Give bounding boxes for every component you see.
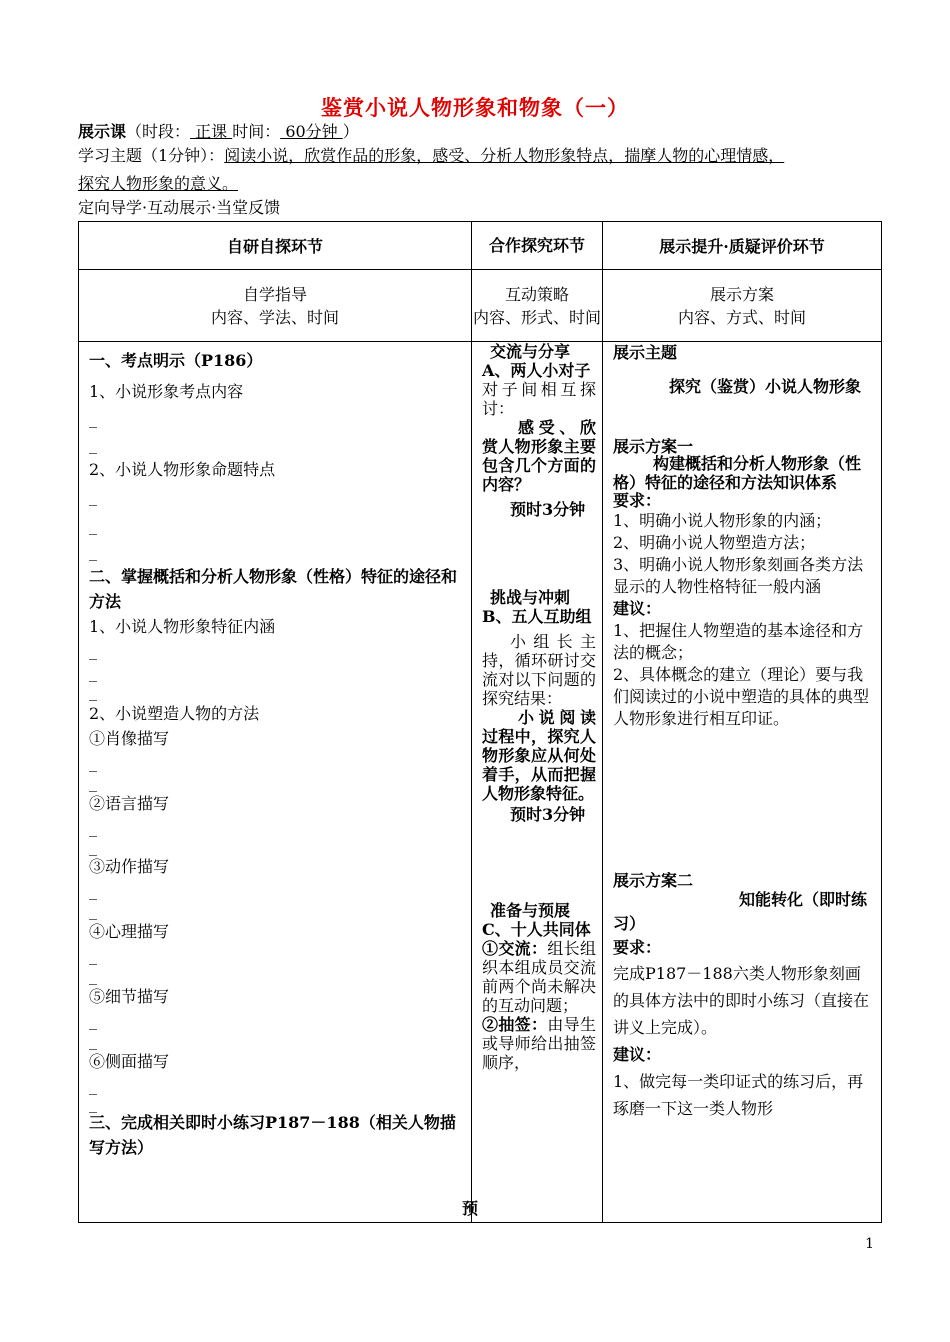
sub-self-study: [79, 270, 472, 342]
blank-line: _: [89, 487, 97, 506]
lesson-type: 展示课: [78, 122, 127, 141]
plan-1-title: 构建概括和分析人物形象（性格）特征的途径和方法知识体系: [613, 454, 862, 492]
time-prefix: 时间：: [232, 122, 281, 141]
document-title: 鉴赏小说人物形象和物象（一）: [321, 95, 629, 120]
blank-line: _: [89, 1031, 97, 1050]
theme-line-1: [78, 145, 784, 167]
method-side: ⑥侧面描写: [89, 1052, 170, 1071]
method-psychology: ④心理描写: [89, 922, 170, 941]
strategy-a-title: 交流与分享: [490, 342, 571, 361]
strategy-b-group: B、五人互助组: [482, 607, 592, 626]
header-presentation: 展示提升·质疑评价环节: [603, 222, 882, 270]
header-row: [79, 222, 882, 270]
content-row: [79, 342, 882, 1223]
sub1-line2: 内容、学法、时间: [210, 307, 339, 327]
strategy-c-step1: [482, 939, 596, 1015]
item-1-1: 1、小说形象考点内容: [89, 382, 244, 401]
plan-1-label: 展示方案一: [613, 437, 694, 456]
blank-line: _: [89, 641, 97, 660]
blank-line: _: [89, 1011, 97, 1030]
page-number: 1: [865, 1236, 874, 1252]
strategy-b-question: 小说阅读过程中，探究人物形象应从何处着手，从而把握人物形象特征。: [482, 708, 596, 803]
blank-line: _: [89, 881, 97, 900]
subheader-row: [79, 270, 882, 342]
blank-line: _: [89, 1076, 97, 1095]
blank-line: _: [89, 663, 97, 682]
step2-label: ②抽签：: [482, 1015, 548, 1034]
blank-line: _: [89, 542, 97, 561]
time-value: 60分钟: [280, 122, 343, 141]
strategy-c-step2: [482, 1015, 596, 1072]
plan-1-suggestions-label: 建议：: [613, 599, 662, 618]
theme-text-2: 探究人物形象的意义。: [78, 174, 239, 193]
plan-2-label: 展示方案二: [613, 871, 694, 890]
item-1-2: 2、小说人物形象命题特点: [89, 460, 276, 479]
method-action: ③动作描写: [89, 857, 170, 876]
period-value: 正课: [190, 122, 233, 141]
method-language: ②语言描写: [89, 794, 170, 813]
section-1-heading: 一、考点明示（P186）: [89, 351, 263, 370]
strategy-b-title: 挑战与冲刺: [490, 588, 571, 607]
step1-label: ①交流：: [482, 939, 548, 958]
sub2-line1: 互动策略: [504, 284, 569, 304]
sub3-line2: 内容、方式、时间: [677, 307, 806, 327]
strategy-a-question: 感受、欣赏人物形象主要包含几个方面的内容？: [482, 418, 596, 494]
step1-text: 组长组织本组成员交流前两个尚未解决的互动问题；: [482, 939, 596, 1015]
strategy-a-time: 预时3分钟: [510, 500, 586, 519]
sub2-line2: 内容、形式、时间: [472, 307, 601, 327]
blank-line: _: [89, 901, 97, 920]
blank-line: _: [89, 435, 97, 454]
topic-text: 探究（鉴赏）小说人物形象: [669, 377, 862, 396]
section-3-heading: 三、完成相关即时小练习P187－188（相关人物描写方法）: [89, 1113, 456, 1157]
strategy-b-text: 小组长主持，循环研讨交流对以下问题的探究结果：: [482, 632, 596, 708]
suggestion-2: 2、具体概念的建立（理论）要与我们阅读过的小说中塑造的具体的典型人物形象进行相互印证。: [613, 665, 870, 728]
method-portrait: ①肖像描写: [89, 729, 170, 748]
cut-off-char: 预: [462, 1199, 479, 1218]
cooperation-content: [472, 342, 603, 1223]
sub-cooperation: [472, 270, 603, 342]
period-prefix: （时段：: [126, 122, 191, 141]
topic-label: 展示主题: [613, 343, 678, 362]
strategy-a-group: A、两人小对子: [482, 361, 591, 380]
suggestion-1: 1、把握住人物塑造的基本途径和方法的概念；: [613, 621, 864, 662]
plan-2-requirement: 完成P187－188六类人物形象刻画的具体方法中的即时小练习（直接在讲义上完成）。: [613, 964, 870, 1037]
blank-line: _: [89, 1094, 97, 1113]
item-2-1: 1、小说人物形象特征内涵: [89, 617, 276, 636]
sub-presentation: [603, 270, 882, 342]
self-study-content: [79, 342, 472, 1223]
blank-line: _: [89, 773, 97, 792]
blank-line: _: [89, 946, 97, 965]
theme-line-2: [78, 173, 346, 195]
header-self-study: 自研自探环节: [79, 222, 472, 270]
blank-line: _: [89, 966, 97, 985]
strategy-c-title: 准备与预展: [490, 901, 571, 920]
lesson-table: [78, 221, 882, 1223]
blank-line: _: [89, 837, 97, 856]
guide-line: 定向导学·互动展示·当堂反馈: [78, 198, 281, 217]
theme-label: 学习主题（1分钟）：: [78, 146, 225, 165]
blank-line: _: [89, 409, 97, 428]
sub1-line1: 自学指导: [242, 284, 307, 304]
step2-text: 由导生或导师给出抽签顺序，: [482, 1015, 596, 1072]
method-detail: ⑤细节描写: [89, 987, 170, 1006]
plan-2-suggestions-label: 建议：: [613, 1045, 662, 1064]
item-2-2: 2、小说塑造人物的方法: [89, 704, 260, 723]
blank-line: _: [89, 682, 97, 701]
plan-2-requirements-label: 要求：: [613, 938, 662, 957]
meta-close: ）: [342, 122, 359, 141]
section-2-heading: 二、掌握概括和分析人物形象（性格）特征的途径和方法: [89, 567, 458, 611]
strategy-b-time: 预时3分钟: [510, 805, 586, 824]
sub3-line1: 展示方案: [709, 284, 774, 304]
blank-line: _: [89, 753, 97, 772]
blank-line: _: [89, 818, 97, 837]
requirement-2: 2、明确小说人物塑造方法；: [613, 533, 816, 552]
header-cooperation: 合作探究环节: [472, 222, 603, 270]
requirement-3: 3、明确小说人物形象刻画各类方法显示的人物性格特征一般内涵: [613, 555, 864, 596]
plan-2-title: 知能转化（即时练习）: [613, 890, 868, 933]
theme-text-1: 阅读小说，欣赏作品的形象，感受、分析人物形象特点，揣摩人物的心理情感，: [224, 146, 785, 165]
plan-1-requirements-label: 要求：: [613, 491, 662, 510]
strategy-a-text: 对子间相互探讨：: [482, 380, 596, 418]
plan-2-suggestion: 1、做完每一类印证式的练习后，再琢磨一下这一类人物形: [613, 1072, 864, 1118]
presentation-content: [603, 342, 882, 1223]
blank-line: _: [89, 516, 97, 535]
meta-line: [78, 121, 359, 143]
requirement-1: 1、明确小说人物形象的内涵；: [613, 511, 832, 530]
strategy-c-group: C、十人共同体: [482, 920, 591, 939]
